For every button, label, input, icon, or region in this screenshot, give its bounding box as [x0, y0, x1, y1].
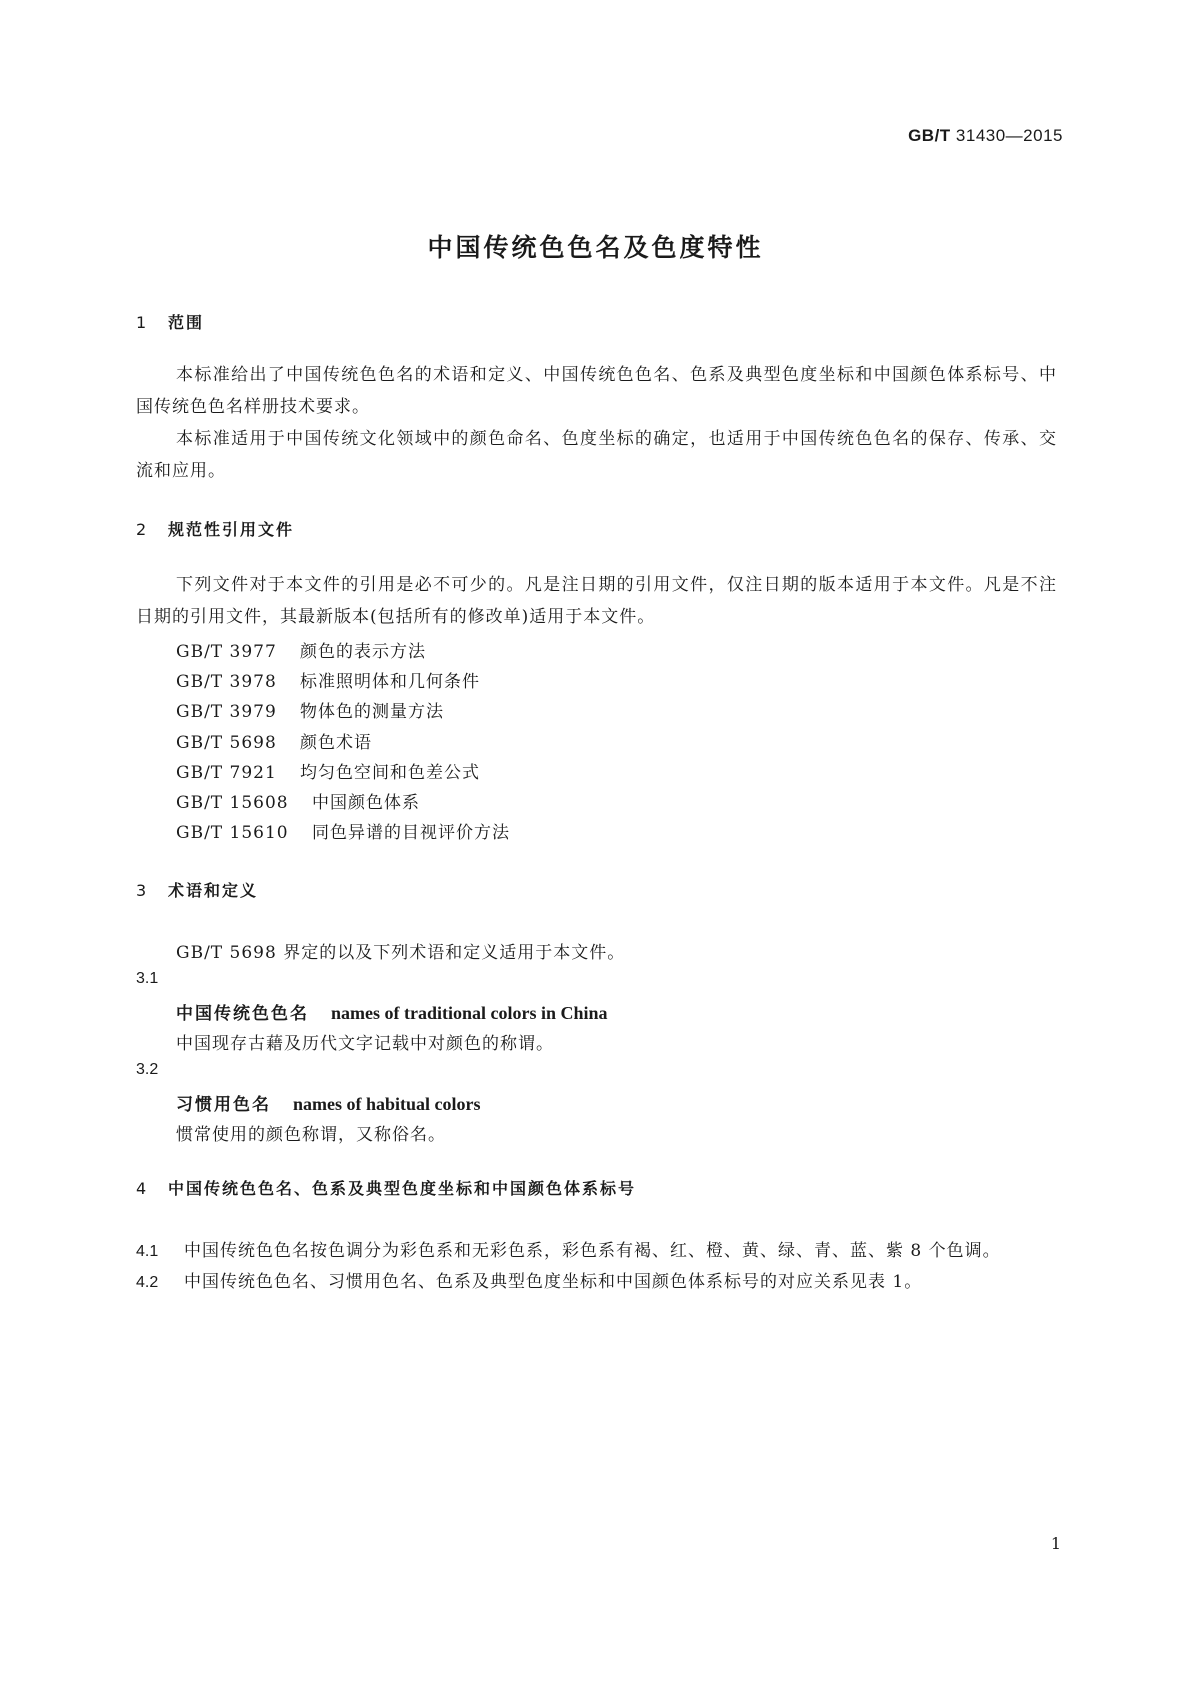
reference-item: [176, 697, 444, 722]
term-number: 3.2: [136, 1061, 159, 1078]
clause-text: 中国传统色色名、习惯用色名、色系及典型色度坐标和中国颜色体系标号的对应关系见表 1。: [184, 1272, 923, 1292]
term-chinese: 中国传统色色名: [176, 1004, 309, 1024]
reference-item: [176, 818, 510, 843]
reference-code: GB/T 5698: [176, 733, 277, 753]
reference-title: 颜色的表示方法: [300, 642, 426, 662]
section-number: 4: [136, 1179, 147, 1198]
section-title: 规范性引用文件: [168, 520, 295, 539]
page-number: 1: [1050, 1534, 1061, 1553]
term-definition: 惯常使用的颜色称谓，又称俗名。: [176, 1125, 446, 1145]
reference-title: 颜色术语: [300, 733, 372, 753]
section-1-paragraph-1: 本标准给出了中国传统色色名的术语和定义、中国传统色色名、色系及典型色度坐标和中国颜色体系标号、中国传统色色名样册技术要求。: [136, 365, 1057, 417]
standard-number: [908, 126, 1063, 146]
clause-4-1: [136, 1236, 1001, 1261]
section-title: 中国传统色色名、色系及典型色度坐标和中国颜色体系标号: [168, 1179, 637, 1198]
document-title: 中国传统色色名及色度特性: [427, 233, 764, 262]
reference-code: GB/T 15610: [176, 823, 289, 843]
term-definition: 中国现存古藉及历代文字记载中对颜色的称谓。: [176, 1034, 554, 1054]
section-title: 术语和定义: [168, 881, 259, 900]
reference-title: 均匀色空间和色差公式: [300, 763, 480, 783]
reference-item: [176, 788, 420, 813]
section-1-heading: [136, 310, 204, 333]
term-entry: [176, 999, 608, 1024]
section-3-intro: GB/T 5698 界定的以及下列术语和定义适用于本文件。: [176, 943, 626, 963]
reference-item: [176, 667, 480, 692]
section-3-heading: [136, 878, 258, 901]
term-chinese: 习惯用色名: [176, 1095, 271, 1115]
term-number: 3.1: [136, 970, 159, 987]
section-2-heading: [136, 517, 294, 540]
reference-code: GB/T 3978: [176, 672, 277, 692]
section-number: 2: [136, 520, 147, 539]
reference-item: [176, 758, 480, 783]
reference-item: [176, 728, 372, 753]
standard-code: 31430—2015: [955, 126, 1063, 145]
reference-code: GB/T 3979: [176, 702, 277, 722]
clause-number: 4.2: [136, 1274, 159, 1291]
section-2-paragraph-1: 下列文件对于本文件的引用是必不可少的。凡是注日期的引用文件，仅注日期的版本适用于本文件。凡是不注日期的引用文件，其最新版本(包括所有的修改单)适用于本文件。: [136, 575, 1057, 627]
section-number: 3: [136, 881, 147, 900]
clause-text: 中国传统色色名按色调分为彩色系和无彩色系，彩色系有褐、红、橙、黄、绿、青、蓝、紫 8 个色调。: [184, 1241, 1001, 1261]
section-4-heading: [136, 1176, 636, 1199]
reference-title: 同色异谱的目视评价方法: [312, 823, 510, 843]
clause-4-2: [136, 1267, 922, 1292]
section-title: 范围: [168, 313, 205, 332]
reference-code: GB/T 7921: [176, 763, 277, 783]
term-english: names of habitual colors: [293, 1094, 481, 1114]
clause-number: 4.1: [136, 1243, 159, 1260]
reference-title: 物体色的测量方法: [300, 702, 444, 722]
reference-title: 中国颜色体系: [312, 793, 420, 813]
term-english: names of traditional colors in China: [331, 1003, 608, 1023]
reference-title: 标准照明体和几何条件: [300, 672, 480, 692]
term-entry: [176, 1090, 481, 1115]
standard-prefix: GB/T: [908, 126, 951, 145]
reference-code: GB/T 15608: [176, 793, 289, 813]
section-1-paragraph-2: 本标准适用于中国传统文化领域中的颜色命名、色度坐标的确定，也适用于中国传统色色名的保存、传承、交流和应用。: [136, 429, 1057, 481]
reference-item: [176, 637, 426, 662]
section-number: 1: [136, 313, 147, 332]
reference-code: GB/T 3977: [176, 642, 277, 662]
